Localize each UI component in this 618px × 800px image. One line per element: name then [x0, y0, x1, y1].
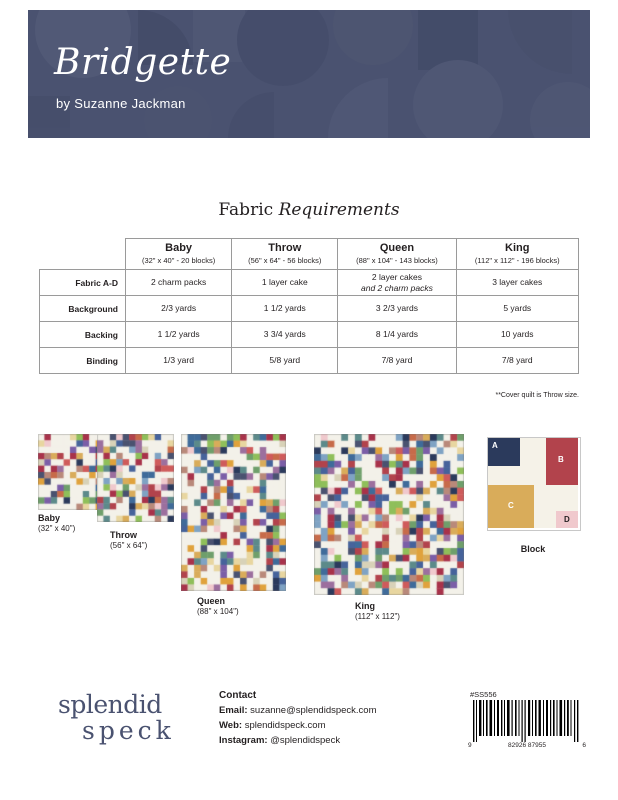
web-value[interactable]: splendidspeck.com	[244, 720, 326, 731]
cell-background-queen: 3 2/3 yards	[338, 296, 456, 322]
cell-line-2: and 2 charm packs	[361, 282, 433, 293]
block-label-b: B	[558, 455, 564, 464]
row-label-background: Background	[40, 296, 126, 322]
block-cell-bg-bottom	[534, 511, 556, 528]
quilt-caption-king	[355, 601, 435, 622]
cell-background-throw: 1 1/2 yards	[232, 296, 338, 322]
quilt-image-baby	[38, 434, 102, 510]
cell-fabric-ad-baby: 2 charm packs	[126, 270, 232, 296]
row-label-fabric-ad: Fabric A-D	[40, 270, 126, 296]
instagram-label: Instagram:	[219, 735, 268, 746]
author-byline: by Suzanne Jackman	[56, 96, 186, 111]
block-cell-bg-mid	[488, 466, 546, 485]
cell-binding-throw: 5/8 yard	[232, 348, 338, 374]
fabric-title-word2: Requirements	[278, 200, 400, 220]
block-caption: Block	[520, 544, 546, 554]
cell-binding-queen: 7/8 yard	[338, 348, 456, 374]
quilt-size: (32" x 40")	[38, 524, 76, 533]
header-banner	[28, 10, 590, 138]
column-header-throw	[232, 239, 338, 270]
barcode-digit-mid: 82926 87955	[508, 742, 546, 749]
row-label-backing: Backing	[40, 322, 126, 348]
fabric-requirements-table	[39, 238, 579, 374]
logo-line-1: splendid	[58, 690, 162, 719]
fabric-requirements-title	[0, 200, 618, 220]
column-size: (32" x 40" - 20 blocks)	[141, 256, 216, 265]
instagram-value[interactable]: @splendidspeck	[270, 735, 341, 746]
column-size: (112" x 112" - 196 blocks)	[474, 256, 560, 265]
table-row	[40, 270, 579, 296]
quilt-name: King	[355, 601, 375, 611]
contact-block	[219, 688, 377, 748]
cell-line-1: 2 layer cakes	[371, 271, 422, 282]
fabric-requirements-note: **Cover quilt is Throw size.	[495, 392, 579, 399]
quilt-image-king	[314, 434, 464, 595]
block-cell-d	[556, 511, 578, 528]
quilt-image-queen	[181, 434, 286, 591]
page-title: Bridgette	[54, 42, 232, 83]
cell-backing-queen: 8 1/4 yards	[338, 322, 456, 348]
table-header-row	[40, 239, 579, 270]
column-header-queen	[338, 239, 456, 270]
block-label-a: A	[492, 441, 498, 450]
quilt-name: Queen	[197, 596, 226, 606]
block-cell-bg-top	[520, 438, 546, 466]
cell-fabric-ad-throw: 1 layer cake	[232, 270, 338, 296]
column-size: (88" x 104" - 143 blocks)	[356, 256, 438, 265]
block-cell-bg-right	[534, 485, 578, 511]
barcode-digit-left: 9	[468, 742, 472, 749]
contact-email-row	[219, 703, 377, 718]
cell-binding-king: 7/8 yard	[456, 348, 579, 374]
column-name: King	[505, 242, 530, 254]
email-label: Email:	[219, 705, 248, 716]
cell-background-baby: 2/3 yards	[126, 296, 232, 322]
block-label-d: D	[564, 515, 570, 524]
column-name: Baby	[165, 242, 193, 254]
contact-instagram-row	[219, 733, 377, 748]
row-label-binding: Binding	[40, 348, 126, 374]
table-row	[40, 322, 579, 348]
quilt-caption-throw	[110, 530, 180, 551]
quilt-name: Baby	[38, 513, 61, 523]
block-cell-a	[488, 438, 520, 466]
barcode-icon	[470, 700, 582, 742]
brand-logo	[58, 692, 208, 744]
cell-backing-throw: 3 3/4 yards	[232, 322, 338, 348]
sku-number: #SS556	[470, 690, 497, 699]
cell-backing-king: 10 yards	[456, 322, 579, 348]
barcode-digit-right: 6	[582, 742, 586, 749]
block-diagram	[487, 437, 581, 531]
table-row	[40, 348, 579, 374]
web-label: Web:	[219, 720, 243, 731]
barcode-digits	[468, 742, 586, 749]
column-header-baby	[126, 239, 232, 270]
quilt-image-throw	[97, 434, 174, 522]
cell-fabric-ad-king: 3 layer cakes	[456, 270, 579, 296]
column-name: Queen	[379, 242, 415, 254]
contact-title: Contact	[219, 690, 257, 701]
block-label-c: C	[508, 501, 514, 510]
quilt-size: (88" x 104")	[197, 607, 239, 616]
cell-binding-baby: 1/3 yard	[126, 348, 232, 374]
quilt-size: (56" x 64")	[110, 541, 148, 550]
block-cell-c	[488, 485, 534, 528]
email-value[interactable]: suzanne@splendidspeck.com	[250, 705, 377, 716]
cell-background-king: 5 yards	[456, 296, 579, 322]
column-name: Throw	[268, 242, 302, 254]
quilt-size: (112" x 112")	[355, 612, 400, 621]
column-size: (56" x 64" - 56 blocks)	[248, 256, 322, 265]
fabric-title-word1: Fabric	[218, 200, 279, 220]
quilt-name: Throw	[110, 530, 137, 540]
table-corner-cell	[40, 239, 126, 270]
contact-web-row	[219, 718, 377, 733]
column-header-king	[456, 239, 579, 270]
logo-line-2: speck	[82, 716, 175, 745]
table-row	[40, 296, 579, 322]
cell-backing-baby: 1 1/2 yards	[126, 322, 232, 348]
cell-fabric-ad-queen	[338, 270, 456, 296]
quilt-caption-queen	[197, 596, 277, 617]
block-cell-b	[546, 438, 578, 485]
